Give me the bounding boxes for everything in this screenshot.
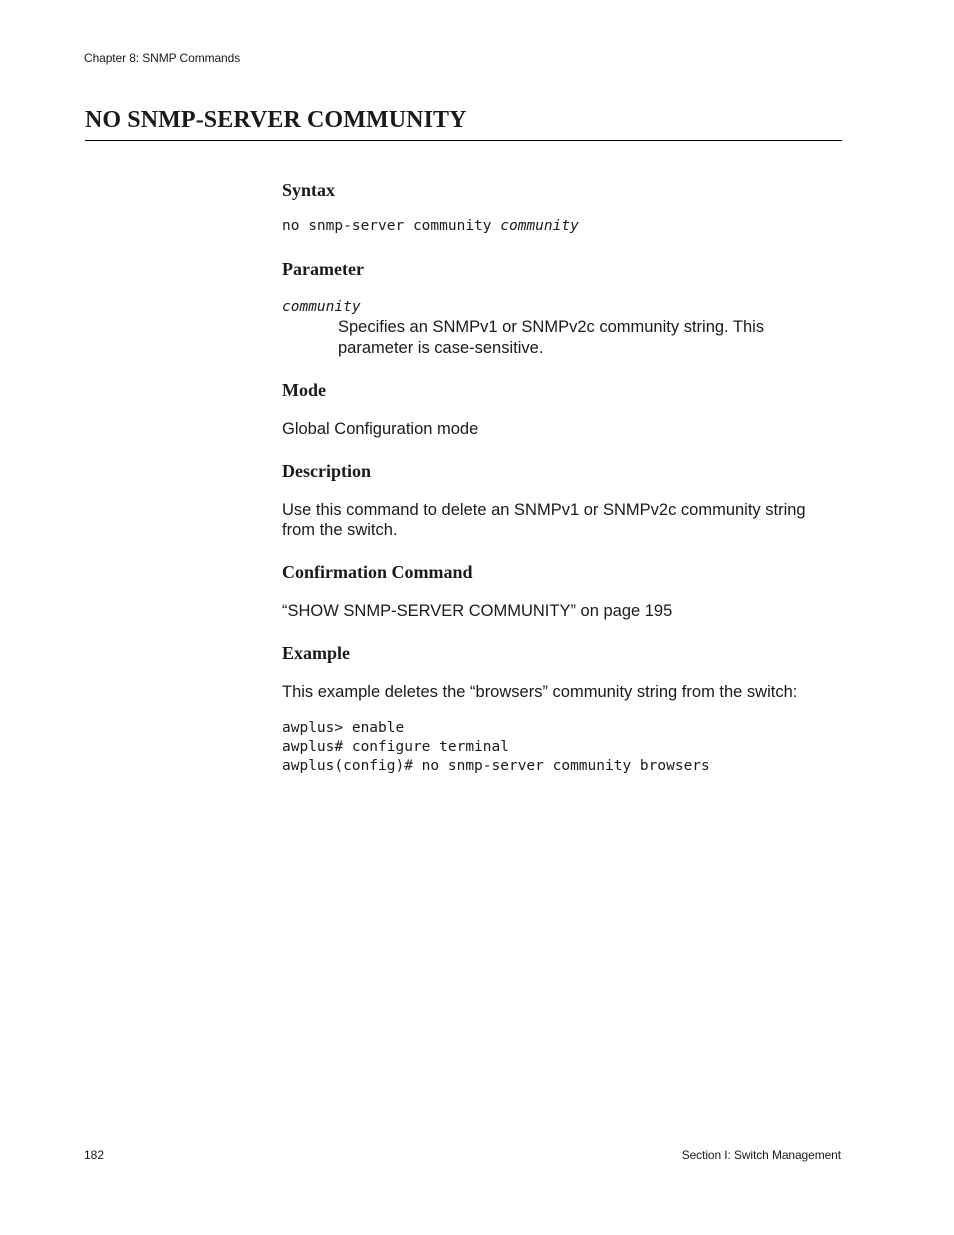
mode-text: Global Configuration mode — [282, 420, 479, 438]
syntax-argument: community — [500, 218, 579, 234]
example-heading: Example — [282, 643, 351, 663]
parameter-name: community — [282, 299, 361, 315]
mode-heading: Mode — [282, 380, 326, 400]
confirmation-heading: Confirmation Command — [282, 562, 473, 582]
page-title: NO SNMP-SERVER COMMUNITY — [85, 107, 467, 133]
parameter-description-line2: parameter is case-sensitive. — [338, 339, 544, 357]
parameter-description-line1: Specifies an SNMPv1 or SNMPv2c community string. This — [338, 318, 765, 336]
example-code-line-3: awplus(config)# no snmp-server community browsers — [282, 758, 710, 774]
syntax-command — [282, 217, 579, 236]
page-number: 182 — [84, 1148, 105, 1162]
description-heading: Description — [282, 461, 371, 481]
syntax-heading: Syntax — [282, 180, 336, 200]
example-code-line-2: awplus# configure terminal — [282, 739, 509, 755]
syntax-command-text: no snmp-server community — [282, 218, 501, 234]
description-line1: Use this command to delete an SNMPv1 or SNMPv2c community string — [282, 501, 806, 519]
description-line2: from the switch. — [282, 521, 398, 539]
running-footer: Section I: Switch Management — [681, 1148, 841, 1162]
title-rule — [85, 140, 842, 141]
confirmation-command-link[interactable]: “SHOW SNMP-SERVER COMMUNITY” on page 195 — [282, 602, 673, 620]
example-code-line-1: awplus> enable — [282, 720, 405, 736]
example-intro: This example deletes the “browsers” community string from the switch: — [282, 683, 798, 701]
running-header: Chapter 8: SNMP Commands — [84, 51, 241, 65]
parameter-heading: Parameter — [282, 259, 364, 279]
